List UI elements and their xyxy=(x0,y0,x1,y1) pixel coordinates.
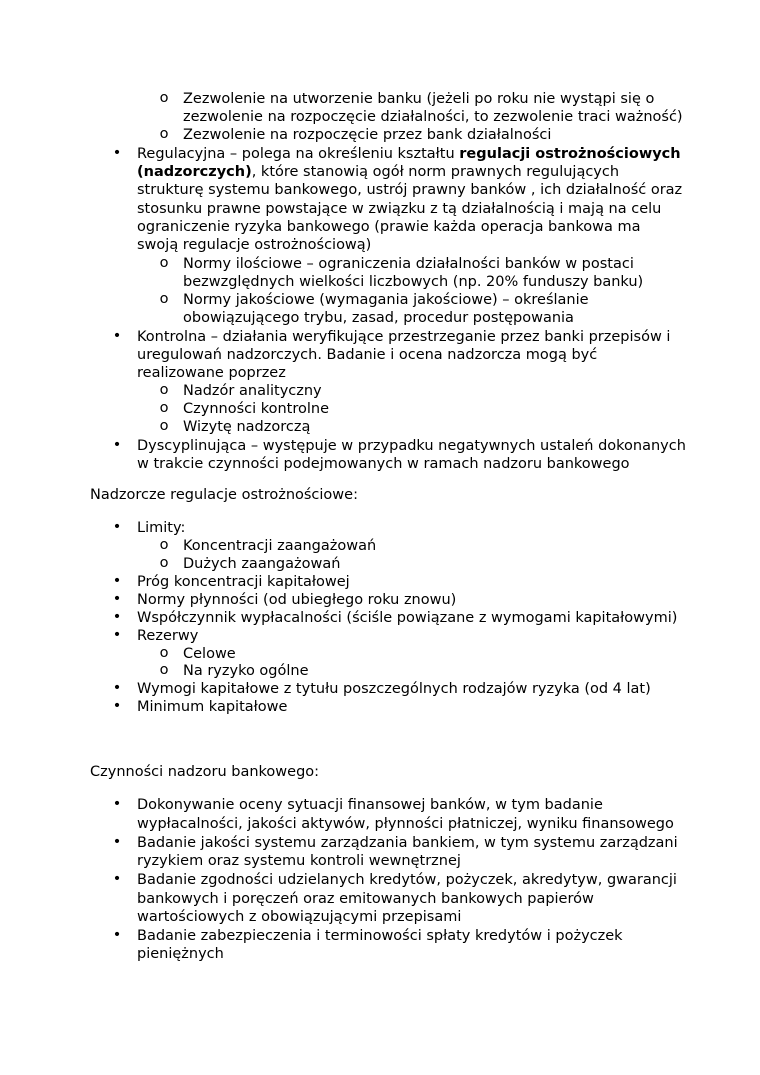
list-item-text: Zezwolenie na utworzenie banku (jeżeli po roku nie wystąpi się o xyxy=(183,91,655,107)
sub-bullet-marker: o xyxy=(159,537,169,553)
list-item-text: Badanie zabezpieczenia i terminowości spłaty kredytów i pożyczek xyxy=(137,928,623,944)
list-item-text: Dyscyplinująca – występuje w przypadku negatywnych ustaleń dokonanych xyxy=(137,438,686,454)
list-item-text xyxy=(137,145,681,163)
list-item-text xyxy=(137,163,619,181)
sub-bullet-marker: o xyxy=(159,255,169,271)
sub-bullet-marker: o xyxy=(159,126,169,142)
list-item-text: ograniczenie ryzyka bankowego (prawie każda operacja bankowa ma xyxy=(137,219,641,235)
list-item-text: bankowych i poręczeń oraz emitowanych bankowych papierów xyxy=(137,891,594,907)
bullet-marker: • xyxy=(112,437,122,453)
list-item-text: Dokonywanie oceny sytuacji finansowej banków, w tym badanie xyxy=(137,797,603,813)
text-run: Regulacyjna – polega na określeniu kształtu xyxy=(137,146,460,162)
list-item-text: Normy ilościowe – ograniczenia działalności banków w postaci xyxy=(183,256,634,272)
list-item-text: Badanie zgodności udzielanych kredytów, pożyczek, akredytyw, gwarancji xyxy=(137,872,677,888)
sub-bullet-marker: o xyxy=(159,418,169,434)
list-item-text: stosunku prawne powstające w związku z tą działalnością i mają na celu xyxy=(137,201,662,217)
bold-text-run: regulacji ostrożnościowych xyxy=(459,146,681,162)
list-item-text: Normy płynności (od ubiegłego roku znowu) xyxy=(137,592,457,608)
list-item-text: Współczynnik wypłacalności (ściśle powiązane z wymogami kapitałowymi) xyxy=(137,610,678,626)
bold-text-run: (nadzorczych) xyxy=(137,164,252,180)
bullet-marker: • xyxy=(112,145,122,161)
bullet-marker: • xyxy=(112,680,122,696)
list-item-text: Minimum kapitałowe xyxy=(137,699,288,715)
list-item-text: Normy jakościowe (wymagania jakościowe) – określanie xyxy=(183,292,589,308)
list-item-text: Zezwolenie na rozpoczęcie przez bank działalności xyxy=(183,127,552,143)
sub-bullet-marker: o xyxy=(159,555,169,571)
bullet-marker: • xyxy=(112,796,122,812)
bullet-marker: • xyxy=(112,698,122,714)
list-item-text: uregulowań nadzorczych. Badanie i ocena nadzorcza mogą być xyxy=(137,347,598,363)
bullet-marker: • xyxy=(112,573,122,589)
list-item-text: Wymogi kapitałowe z tytułu poszczególnych rodzajów ryzyka (od 4 lat) xyxy=(137,681,651,697)
list-item-text: zezwolenie na rozpoczęcie działalności, to zezwolenie traci ważność) xyxy=(183,109,683,125)
sub-bullet-marker: o xyxy=(159,90,169,106)
section-heading: Nadzorcze regulacje ostrożnościowe: xyxy=(90,487,358,503)
sub-bullet-marker: o xyxy=(159,291,169,307)
list-item-text: w trakcie czynności podejmowanych w ramach nadzoru bankowego xyxy=(137,456,630,472)
text-run: , które stanowią ogół norm prawnych regulujących xyxy=(251,164,620,180)
sub-bullet-marker: o xyxy=(159,662,169,678)
list-item-text: Czynności kontrolne xyxy=(183,401,330,417)
list-item-text: Koncentracji zaangażowań xyxy=(183,538,377,554)
list-item-text: bezwzględnych wielkości liczbowych (np. 20% funduszy banku) xyxy=(183,274,644,290)
bullet-marker: • xyxy=(112,519,122,535)
list-item-text: Na ryzyko ogólne xyxy=(183,663,309,679)
list-item-text: ryzykiem oraz systemu kontroli wewnętrznej xyxy=(137,853,461,869)
bullet-marker: • xyxy=(112,591,122,607)
bullet-marker: • xyxy=(112,871,122,887)
list-item-text: wypłacalności, jakości aktywów, płynności płatniczej, wyniku finansowego xyxy=(137,816,674,832)
list-item-text: Rezerwy xyxy=(137,628,199,644)
sub-bullet-marker: o xyxy=(159,382,169,398)
list-item-text: Limity: xyxy=(137,520,186,536)
list-item-text: Próg koncentracji kapitałowej xyxy=(137,574,350,590)
list-item-text: Badanie jakości systemu zarządzania bankiem, w tym systemu zarządzani xyxy=(137,835,678,851)
bullet-marker: • xyxy=(112,834,122,850)
list-item-text: obowiązującego trybu, zasad, procedur postępowania xyxy=(183,310,574,326)
list-item-text: Nadzór analityczny xyxy=(183,383,322,399)
bullet-marker: • xyxy=(112,609,122,625)
list-item-text: Wizytę nadzorczą xyxy=(183,419,311,435)
list-item-text: realizowane poprzez xyxy=(137,365,286,381)
list-item-text: Celowe xyxy=(183,646,236,662)
list-item-text: strukturę systemu bankowego, ustrój prawny banków , ich działalność oraz xyxy=(137,182,683,198)
bullet-marker: • xyxy=(112,927,122,943)
section-heading: Czynności nadzoru bankowego: xyxy=(90,764,320,780)
sub-bullet-marker: o xyxy=(159,400,169,416)
list-item-text: swoją regulacje ostrożnościową) xyxy=(137,237,372,253)
bullet-marker: • xyxy=(112,328,122,344)
list-item-text: Kontrolna – działania weryfikujące przestrzeganie przez banki przepisów i xyxy=(137,329,671,345)
list-item-text: wartościowych z obowiązującymi przepisami xyxy=(137,909,462,925)
sub-bullet-marker: o xyxy=(159,645,169,661)
list-item-text: Dużych zaangażowań xyxy=(183,556,341,572)
bullet-marker: • xyxy=(112,627,122,643)
list-item-text: pieniężnych xyxy=(137,946,224,962)
